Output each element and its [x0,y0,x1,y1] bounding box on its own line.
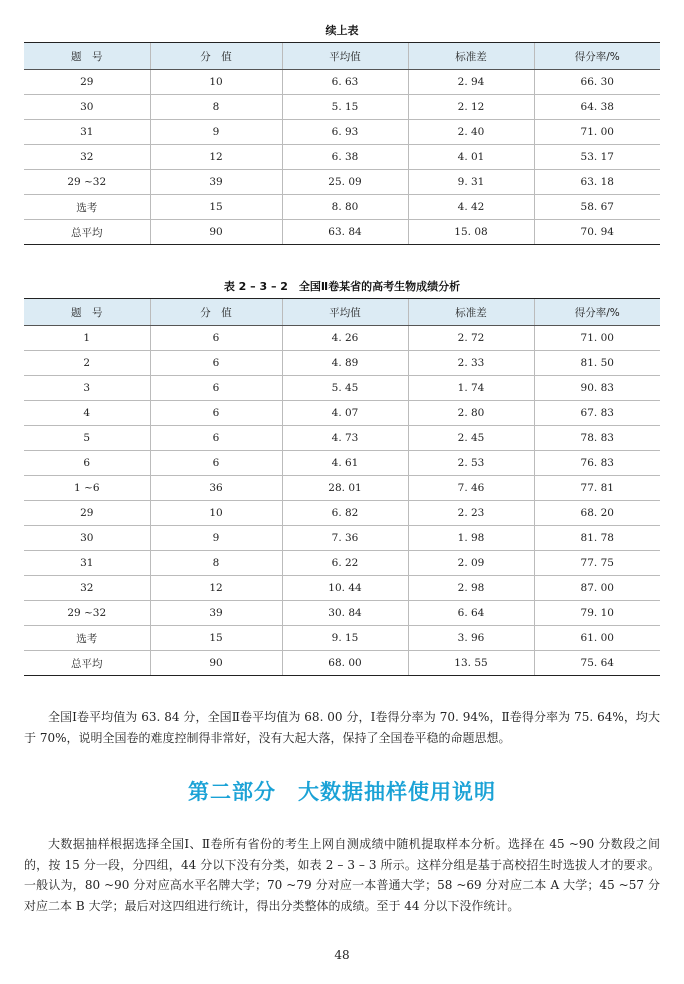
table-cell: 6. 93 [282,120,408,145]
table-cell: 5 [24,426,150,451]
table-cell: 29 [24,70,150,95]
column-header: 题 号 [24,299,150,326]
column-header: 分 值 [150,43,282,70]
table2 [24,298,660,676]
table-cell: 6. 63 [282,70,408,95]
table-cell: 12 [150,145,282,170]
table-cell: 61. 00 [534,626,660,651]
table-cell: 9 [150,526,282,551]
table-cell: 15 [150,626,282,651]
table-cell: 2. 09 [408,551,534,576]
table-cell: 1 [24,326,150,351]
table-row [24,451,660,476]
table1-header-row [24,43,660,70]
table-cell: 70. 94 [534,220,660,245]
table-cell: 15 [150,195,282,220]
table-cell: 6 [150,401,282,426]
table-cell: 58. 67 [534,195,660,220]
table-row [24,326,660,351]
table-row [24,526,660,551]
table-cell: 2. 98 [408,576,534,601]
table-row [24,426,660,451]
page-number: 48 [334,948,350,962]
table-cell: 31 [24,551,150,576]
table-cell: 67. 83 [534,401,660,426]
table1-caption: 续上表 [325,24,359,37]
table-cell: 2. 40 [408,120,534,145]
table-cell: 75. 64 [534,651,660,676]
table-cell: 63. 84 [282,220,408,245]
table-cell: 选考 [24,626,150,651]
column-header: 平均值 [282,299,408,326]
table-cell: 2 [24,351,150,376]
table-cell: 1. 74 [408,376,534,401]
column-header: 平均值 [282,43,408,70]
table-row [24,551,660,576]
table-cell: 2. 80 [408,401,534,426]
table-cell: 4. 42 [408,195,534,220]
table-row [24,351,660,376]
table-cell: 6. 22 [282,551,408,576]
table-cell: 28. 01 [282,476,408,501]
table-cell: 1. 98 [408,526,534,551]
table-cell: 90. 83 [534,376,660,401]
table-cell: 31 [24,120,150,145]
table-cell: 6. 38 [282,145,408,170]
column-header: 标准差 [408,299,534,326]
table-cell: 32 [24,576,150,601]
table-cell: 87. 00 [534,576,660,601]
table-cell: 8 [150,551,282,576]
section-heading: 第二部分 大数据抽样使用说明 [188,780,496,804]
table-cell: 30 [24,95,150,120]
table-cell: 90 [150,651,282,676]
table-cell: 39 [150,170,282,195]
table-cell: 63. 18 [534,170,660,195]
table-cell: 2. 94 [408,70,534,95]
column-header: 分 值 [150,299,282,326]
table-row [24,120,660,145]
table-cell: 79. 10 [534,601,660,626]
table-row [24,95,660,120]
column-header: 题 号 [24,43,150,70]
summary-paragraph: 全国Ⅰ卷平均值为 63. 84 分，全国Ⅱ卷平均值为 68. 00 分，Ⅰ卷得分率为 70. 94%，Ⅱ卷得分率为 75. 64%，均大于 70%，说明全国卷的难度控制得非常好，没有大起大落，保持了全国卷平稳的命题思想。 [24,710,660,745]
table-cell: 总平均 [24,220,150,245]
table-cell: 8. 80 [282,195,408,220]
table-cell: 13. 55 [408,651,534,676]
table-cell: 77. 81 [534,476,660,501]
table-cell: 4. 07 [282,401,408,426]
table-row [24,195,660,220]
table-cell: 10 [150,70,282,95]
table-cell: 总平均 [24,651,150,676]
table-cell: 9 [150,120,282,145]
table-row [24,476,660,501]
table-cell: 2. 72 [408,326,534,351]
table-row [24,626,660,651]
table-cell: 4. 01 [408,145,534,170]
sampling-paragraph: 大数据抽样根据选择全国Ⅰ、Ⅱ卷所有省份的考生上网自测成绩中随机提取样本分析。选择在 45 ~90 分数段之间的，按 15 分一段，分四组，44 分以下没有分类，如表 2 – 3 – 3 所示。这样分组是基于高校招生时选拔人才的要求。一般认为，80 ~90 分对应高水平名牌大学；70 ~79 分对应一本普通大学；58 ~69 分对应二本 A 大学；45 ~57 分对应二本 B 大学；最后对这四组进行统计，得出分类整体的成绩。至于 44 分以下没作统计。 [24,837,660,913]
table-cell: 30. 84 [282,601,408,626]
table-cell: 6. 82 [282,501,408,526]
table-cell: 32 [24,145,150,170]
table-cell: 4. 73 [282,426,408,451]
table2-caption: 表 2 – 3 – 2 全国Ⅱ卷某省的高考生物成绩分析 [223,280,461,293]
table-cell: 7. 36 [282,526,408,551]
table-cell: 12 [150,576,282,601]
table-cell: 5. 45 [282,376,408,401]
table-cell: 1 ~6 [24,476,150,501]
table-row [24,220,660,245]
table-cell: 4 [24,401,150,426]
table-cell: 29 ~32 [24,170,150,195]
table-cell: 25. 09 [282,170,408,195]
table-cell: 76. 83 [534,451,660,476]
table-cell: 81. 78 [534,526,660,551]
column-header: 得分率/% [534,299,660,326]
table-cell: 81. 50 [534,351,660,376]
table-cell: 4. 26 [282,326,408,351]
table-cell: 64. 38 [534,95,660,120]
table-cell: 10 [150,501,282,526]
table-cell: 36 [150,476,282,501]
table-cell: 66. 30 [534,70,660,95]
table1 [24,42,660,245]
table-row [24,601,660,626]
table-cell: 6 [150,426,282,451]
table-cell: 2. 12 [408,95,534,120]
table-row [24,651,660,676]
table-cell: 6. 64 [408,601,534,626]
table-cell: 9. 15 [282,626,408,651]
table-cell: 71. 00 [534,326,660,351]
table-cell: 6 [150,376,282,401]
table-row [24,376,660,401]
table-cell: 29 [24,501,150,526]
table-row [24,170,660,195]
table-cell: 15. 08 [408,220,534,245]
table-cell: 6 [24,451,150,476]
table-cell: 68. 20 [534,501,660,526]
table-cell: 10. 44 [282,576,408,601]
table-row [24,576,660,601]
table-cell: 6 [150,351,282,376]
column-header: 标准差 [408,43,534,70]
table-cell: 7. 46 [408,476,534,501]
table-cell: 30 [24,526,150,551]
table-cell: 90 [150,220,282,245]
table-cell: 2. 23 [408,501,534,526]
table-row [24,401,660,426]
table-cell: 2. 53 [408,451,534,476]
table-cell: 6 [150,451,282,476]
table-cell: 68. 00 [282,651,408,676]
table-cell: 3 [24,376,150,401]
table-cell: 29 ~32 [24,601,150,626]
table-cell: 9. 31 [408,170,534,195]
table-cell: 2. 33 [408,351,534,376]
table-row [24,70,660,95]
column-header: 得分率/% [534,43,660,70]
table2-header-row [24,299,660,326]
table-row [24,501,660,526]
table-cell: 4. 89 [282,351,408,376]
table-cell: 2. 45 [408,426,534,451]
table-cell: 3. 96 [408,626,534,651]
table-cell: 78. 83 [534,426,660,451]
table-cell: 71. 00 [534,120,660,145]
table-cell: 39 [150,601,282,626]
table-cell: 6 [150,326,282,351]
table-cell: 5. 15 [282,95,408,120]
table-cell: 53. 17 [534,145,660,170]
table-cell: 8 [150,95,282,120]
table-cell: 选考 [24,195,150,220]
table-cell: 77. 75 [534,551,660,576]
table-cell: 4. 61 [282,451,408,476]
table-row [24,145,660,170]
